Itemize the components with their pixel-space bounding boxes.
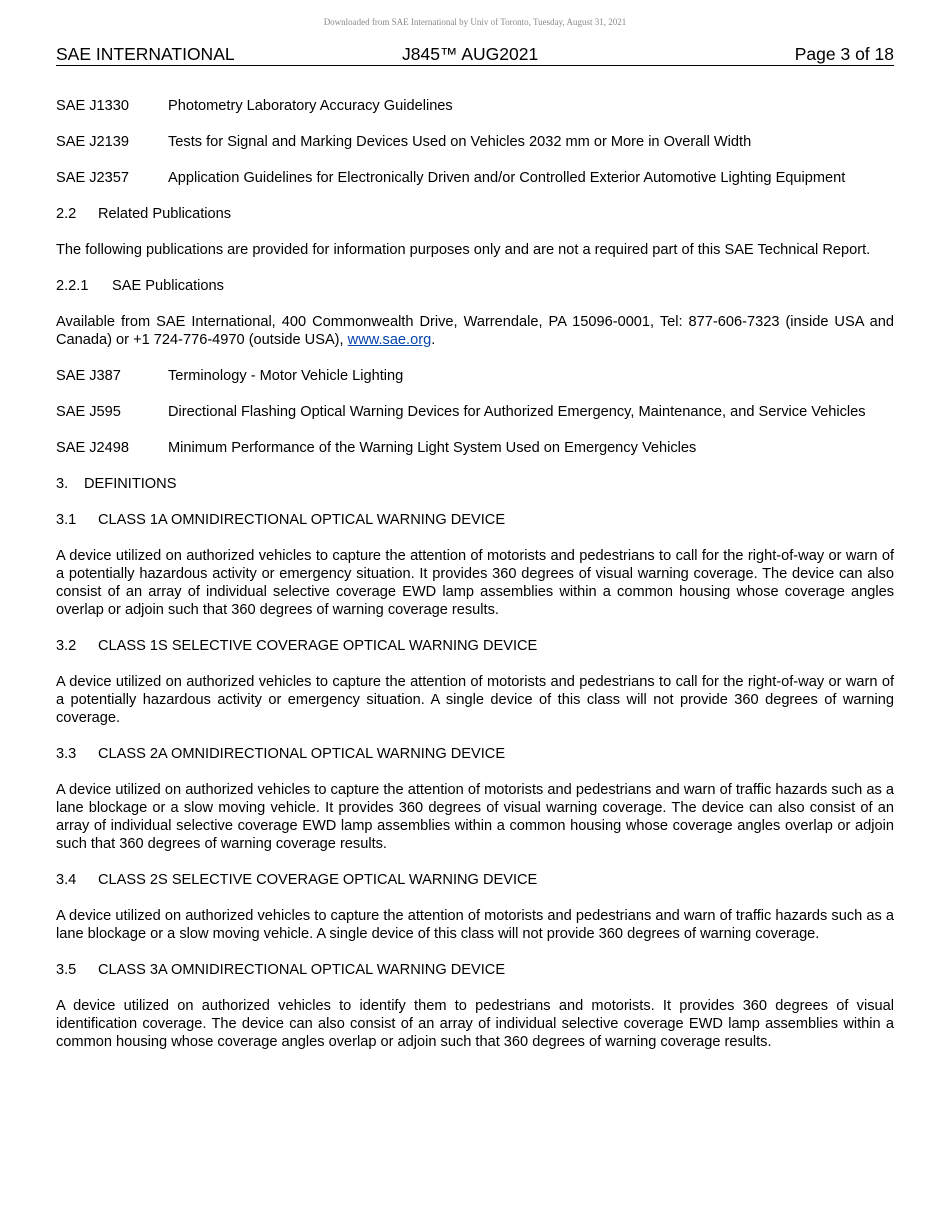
reference-title: Tests for Signal and Marking Devices Used on Vehicles 2032 mm or More in Overall Width [168,134,752,150]
section-title: CLASS 2A OMNIDIRECTIONAL OPTICAL WARNING DEVICE [98,746,506,762]
section-number: 3.2 [56,638,77,654]
definition-text: A device utilized on authorized vehicles to identify them to pedestrians and motorists. It provides 360 degrees of visual identification coverage. The device can also consist of an array of individual selective coverage EWD lamp assemblies within a common housing whose coverage angles overlap or adjoin such that 360 degrees of warning coverage results. [56,998,894,1050]
section-title: SAE Publications [112,278,224,294]
reference-title: Directional Flashing Optical Warning Devices for Authorized Emergency, Maintenance, and Service Vehicles [168,404,866,420]
definition-text: A device utilized on authorized vehicles to capture the attention of motorists and pedestrians and warn of traffic hazards such as a lane blockage or a slow moving vehicle. A single device of this class will not provide 360 degrees of warning coverage. [56,908,894,942]
section-number: 2.2 [56,206,77,222]
download-watermark: Downloaded from SAE International by Univ of Toronto, Tuesday, August 31, 2021 [323,17,627,27]
section-title: DEFINITIONS [84,476,177,492]
section-title: CLASS 1S SELECTIVE COVERAGE OPTICAL WARNING DEVICE [98,638,538,654]
reference-title: Terminology - Motor Vehicle Lighting [168,368,404,384]
reference-item [56,403,894,421]
reference-title: Photometry Laboratory Accuracy Guidelines [168,98,453,114]
page-header [56,44,894,66]
paragraph-end: . [431,332,436,348]
section-heading-2-2 [56,205,894,223]
section-title: CLASS 2S SELECTIVE COVERAGE OPTICAL WARNING DEVICE [98,872,538,888]
reference-code: SAE J595 [56,404,121,420]
section-number: 3.4 [56,872,77,888]
definition-heading [56,961,894,979]
section-number: 3.3 [56,746,77,762]
reference-code: SAE J2357 [56,170,130,186]
section-title: CLASS 1A OMNIDIRECTIONAL OPTICAL WARNING DEVICE [98,512,506,528]
reference-title: Minimum Performance of the Warning Light System Used on Emergency Vehicles [168,440,697,456]
paragraph: The following publications are provided for information purposes only and are not a required part of this SAE Technical Report. [56,242,871,258]
section-number: 3.1 [56,512,77,528]
section-heading-3 [56,475,894,493]
definition-text: A device utilized on authorized vehicles to capture the attention of motorists and pedestrians to call for the right-of-way or warn of a potentially hazardous activity or emergency situation. It provides 360 degrees of visual warning coverage. The device can also consist of an array of individual selective coverage EWD lamp assemblies within a common housing whose coverage angles overlap or adjoin such that 360 degrees of warning coverage results. [56,548,894,618]
definition-text: A device utilized on authorized vehicles to capture the attention of motorists and pedestrians to call for the right-of-way or warn of a potentially hazardous activity or emergency situation. A single device of this class will not provide 360 degrees of warning coverage. [56,674,894,726]
header-page-number: Page 3 of 18 [794,44,894,64]
definition-text: A device utilized on authorized vehicles to capture the attention of motorists and pedestrians and warn of traffic hazards such as a lane blockage or a slow moving vehicle. It provides 360 degrees of visual warning coverage. The device can also consist of an array of individual selective coverage EWD lamp assemblies within a common housing whose coverage angles overlap or adjoin such that 360 degrees of warning coverage results. [56,782,894,852]
reference-item [56,97,894,115]
reference-code: SAE J2498 [56,440,130,456]
section-title: CLASS 3A OMNIDIRECTIONAL OPTICAL WARNING DEVICE [98,962,506,978]
definition-heading [56,871,894,889]
reference-item [56,439,894,457]
definition-heading [56,745,894,763]
paragraph [56,313,894,349]
reference-item [56,133,894,151]
header-doc-id: J845™ AUG2021 [402,44,539,64]
section-number: 3. [56,476,69,492]
section-number: 3.5 [56,962,77,978]
reference-title: Application Guidelines for Electronically Driven and/or Controlled Exterior Automotive Lighting Equipment [168,170,846,186]
definition-heading [56,511,894,529]
reference-code: SAE J387 [56,368,121,384]
header-org: SAE INTERNATIONAL [56,44,235,64]
reference-item [56,367,894,385]
reference-code: SAE J1330 [56,98,130,114]
section-title: Related Publications [98,206,232,222]
section-number: 2.2.1 [56,278,89,294]
paragraph-text: Available from SAE International, 400 Commonwealth Drive, Warrendale, PA 15096-0001, Tel: 877-606-7323 (inside USA and Canada) or +1 724-776-4970 (outside USA), [56,314,894,348]
reference-item [56,169,894,187]
definition-heading [56,637,894,655]
section-heading-2-2-1 [56,277,894,295]
reference-code: SAE J2139 [56,134,130,150]
sae-website-link[interactable]: www.sae.org [347,332,432,348]
document-body [56,97,894,1069]
